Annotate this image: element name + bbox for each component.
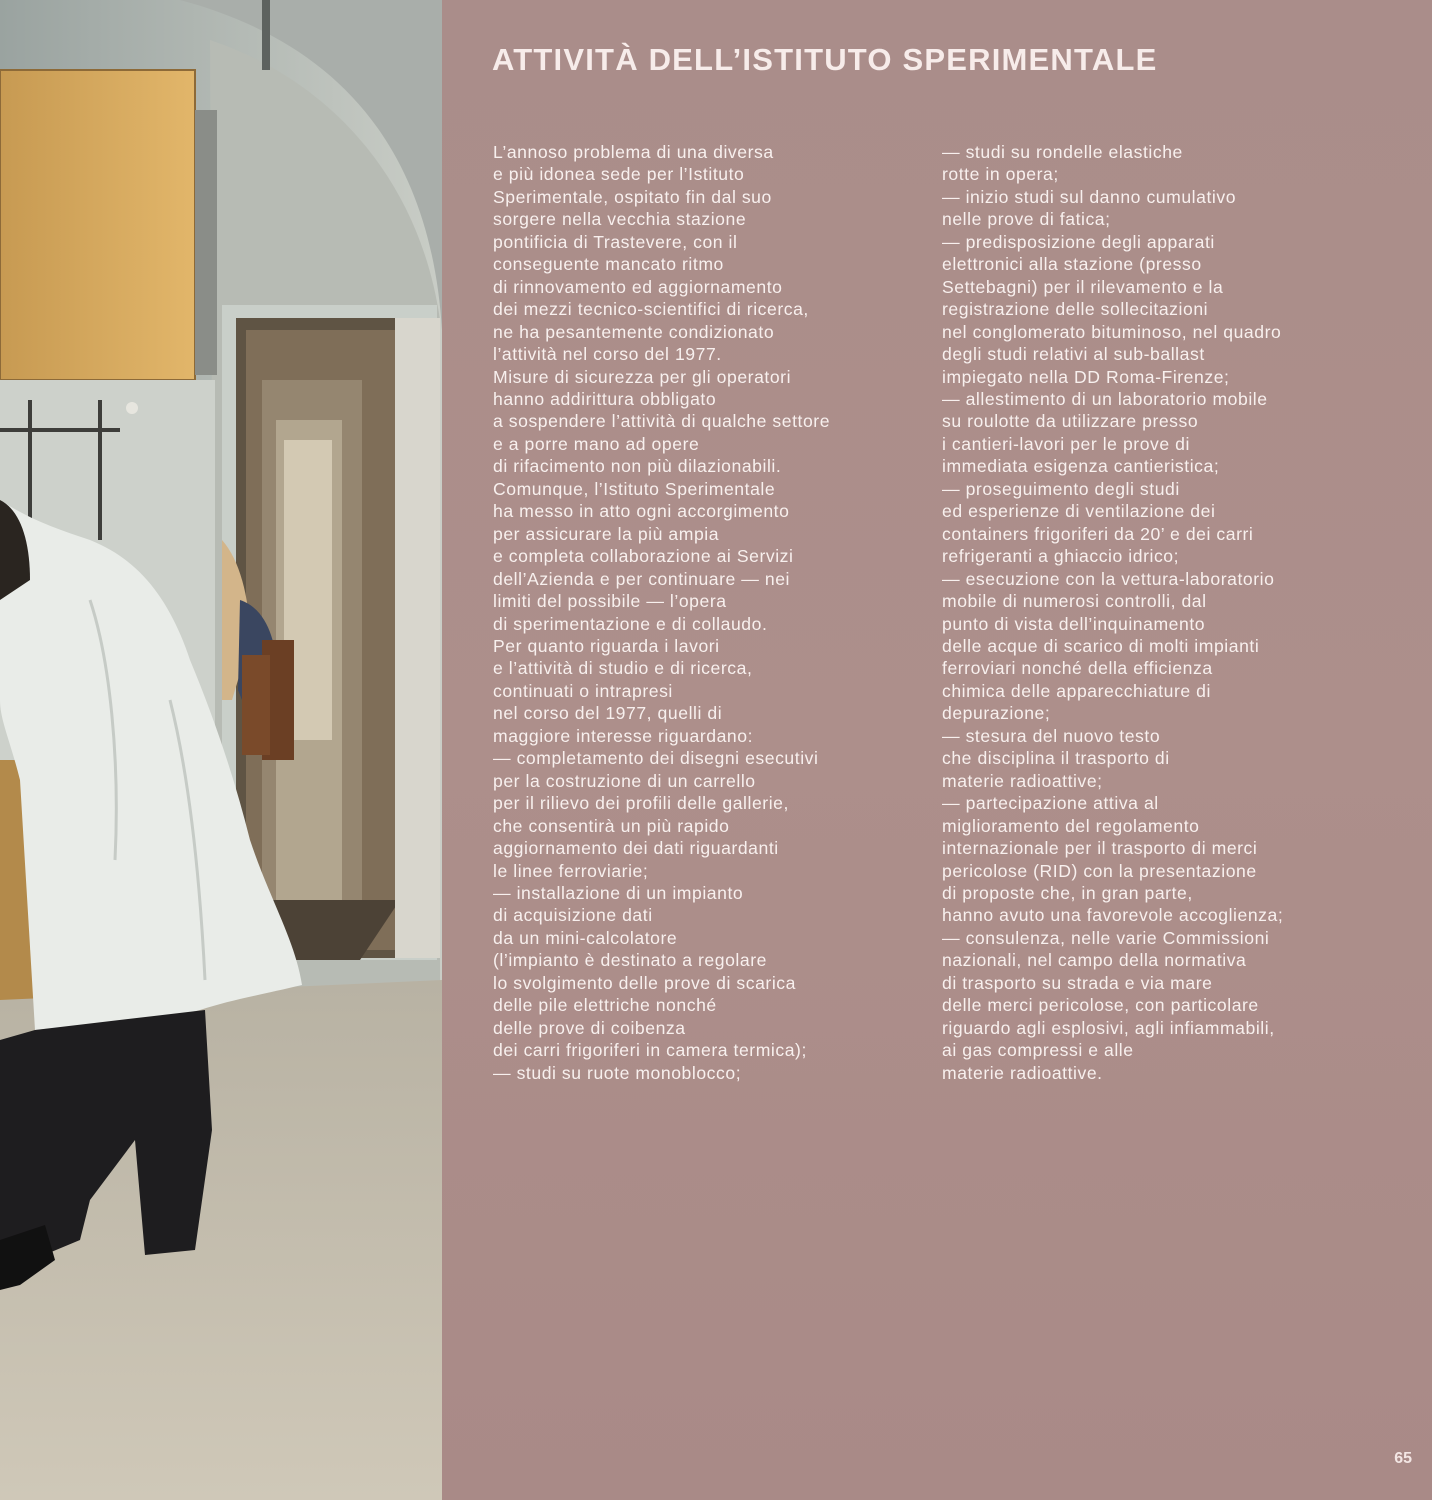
- text-line: ai gas compressi e alle: [942, 1040, 1134, 1061]
- text-line: su roulotte da utilizzare presso: [942, 411, 1199, 432]
- text-line: — installazione di un impianto: [493, 882, 744, 903]
- text-line: (l’impianto è destinato a regolare: [493, 950, 767, 971]
- text-line: internazionale per il trasporto di merci: [942, 838, 1258, 859]
- text-line: nelle prove di fatica;: [942, 209, 1111, 230]
- text-line: lo svolgimento delle prove di scarica: [493, 972, 796, 993]
- text-line: immediata esigenza cantieristica;: [942, 456, 1220, 477]
- text-line: refrigeranti a ghiaccio idrico;: [942, 546, 1180, 567]
- text-line: hanno avuto una favorevole accoglienza;: [942, 905, 1284, 926]
- text-line: Settebagni) per il rilevamento e la: [942, 276, 1224, 297]
- text-line: materie radioattive;: [942, 770, 1103, 791]
- text-line: sorgere nella vecchia stazione: [493, 209, 747, 230]
- text-line: delle prove di coibenza: [493, 1017, 686, 1038]
- text-line: di sperimentazione e di collaudo.: [493, 613, 768, 634]
- text-line: di proposte che, in gran parte,: [942, 882, 1193, 903]
- text-line: — completamento dei disegni esecutivi: [493, 748, 819, 769]
- text-line: — consulenza, nelle varie Commissioni: [942, 927, 1270, 948]
- text-line: pontificia di Trastevere, con il: [493, 231, 738, 252]
- text-line: — proseguimento degli studi: [942, 478, 1180, 499]
- text-line: Comunque, l’Istituto Sperimentale: [493, 478, 776, 499]
- text-line: — stesura del nuovo testo: [942, 725, 1161, 746]
- text-line: — inizio studi sul danno cumulativo: [942, 186, 1237, 207]
- text-line: elettronici alla stazione (presso: [942, 254, 1202, 275]
- text-line: registrazione delle sollecitazioni: [942, 299, 1209, 320]
- text-line: — studi su ruote monoblocco;: [493, 1062, 742, 1083]
- text-line: containers frigoriferi da 20’ e dei carri: [942, 523, 1254, 544]
- text-line: Sperimentale, ospitato fin dal suo: [493, 186, 772, 207]
- text-line: di acquisizione dati: [493, 905, 653, 926]
- text-line: miglioramento del regolamento: [942, 815, 1200, 836]
- text-line: che consentirà un più rapido: [493, 815, 730, 836]
- text-panel: [442, 0, 1432, 1500]
- text-line: materie radioattive.: [942, 1062, 1103, 1083]
- text-line: da un mini-calcolatore: [493, 927, 678, 948]
- text-line: rotte in opera;: [942, 164, 1059, 185]
- text-line: depurazione;: [942, 703, 1051, 724]
- text-line: delle acque di scarico di molti impianti: [942, 635, 1260, 656]
- text-line: per il rilievo dei profili delle gallerie,: [493, 793, 789, 814]
- text-line: e l’attività di studio e di ricerca,: [493, 658, 753, 679]
- text-line: Per quanto riguarda i lavori: [493, 635, 720, 656]
- text-line: delle pile elettriche nonché: [493, 995, 717, 1016]
- text-line: limiti del possibile — l’opera: [493, 591, 727, 612]
- text-line: Misure di sicurezza per gli operatori: [493, 366, 792, 387]
- text-line: di rifacimento non più dilazionabili.: [493, 456, 782, 477]
- text-line: hanno addirittura obbligato: [493, 388, 717, 409]
- text-line: — predisposizione degli apparati: [942, 231, 1215, 252]
- text-line: ha messo in atto ogni accorgimento: [493, 501, 790, 522]
- text-line: L’annoso problema di una diversa: [493, 142, 774, 162]
- text-line: ed esperienze di ventilazione dei: [942, 501, 1216, 522]
- text-line: mobile di numerosi controlli, dal: [942, 591, 1207, 612]
- text-line: dell’Azienda e per continuare — nei: [493, 568, 791, 589]
- text-line: continuati o intrapresi: [493, 680, 673, 701]
- text-line: e più idonea sede per l’Istituto: [493, 164, 745, 185]
- text-line: e a porre mano ad opere: [493, 433, 700, 454]
- text-column-left: [493, 141, 913, 1084]
- text-line: — esecuzione con la vettura-laboratorio: [942, 568, 1275, 589]
- text-line: i cantieri-lavori per le prove di: [942, 433, 1190, 454]
- page-number: 65: [1394, 1450, 1412, 1467]
- text-line: ferroviari nonché della efficienza: [942, 658, 1213, 679]
- text-line: punto di vista dell’inquinamento: [942, 613, 1206, 634]
- text-line: conseguente mancato ritmo: [493, 254, 724, 275]
- text-line: maggiore interesse riguardano:: [493, 725, 754, 746]
- text-line: per la costruzione di un carrello: [493, 770, 756, 791]
- text-line: degli studi relativi al sub-ballast: [942, 344, 1205, 365]
- text-line: pericolose (RID) con la presentazione: [942, 860, 1257, 881]
- text-column-right: [942, 141, 1372, 1084]
- text-line: e completa collaborazione ai Servizi: [493, 546, 794, 567]
- text-line: ne ha pesantemente condizionato: [493, 321, 775, 342]
- text-line: a sospendere l’attività di qualche settore: [493, 411, 831, 432]
- text-line: delle merci pericolose, con particolare: [942, 995, 1259, 1016]
- text-line: nel corso del 1977, quelli di: [493, 703, 723, 724]
- text-line: — allestimento di un laboratorio mobile: [942, 388, 1268, 409]
- text-line: per assicurare la più ampia: [493, 523, 720, 544]
- article-title: ATTIVITÀ DELL’ISTITUTO SPERIMENTALE: [492, 42, 1158, 77]
- text-line: nazionali, nel campo della normativa: [942, 950, 1247, 971]
- text-line: di rinnovamento ed aggiornamento: [493, 276, 783, 297]
- text-line: di trasporto su strada e via mare: [942, 972, 1213, 993]
- text-line: — partecipazione attiva al: [942, 793, 1159, 814]
- text-line: l’attività nel corso del 1977.: [493, 344, 722, 365]
- text-line: impiegato nella DD Roma-Firenze;: [942, 366, 1230, 387]
- text-line: dei carri frigoriferi in camera termica);: [493, 1040, 807, 1061]
- text-line: aggiornamento dei dati riguardanti: [493, 838, 779, 859]
- text-line: che disciplina il trasporto di: [942, 748, 1170, 769]
- text-line: dei mezzi tecnico-scientifici di ricerca,: [493, 299, 809, 320]
- text-line: riguardo agli esplosivi, agli infiammabili,: [942, 1017, 1275, 1038]
- text-line: — studi su rondelle elastiche: [942, 142, 1183, 162]
- text-line: chimica delle apparecchiature di: [942, 680, 1211, 701]
- text-line: nel conglomerato bituminoso, nel quadro: [942, 321, 1282, 342]
- text-line: le linee ferroviarie;: [493, 860, 649, 881]
- laboratory-photo: [0, 0, 442, 1500]
